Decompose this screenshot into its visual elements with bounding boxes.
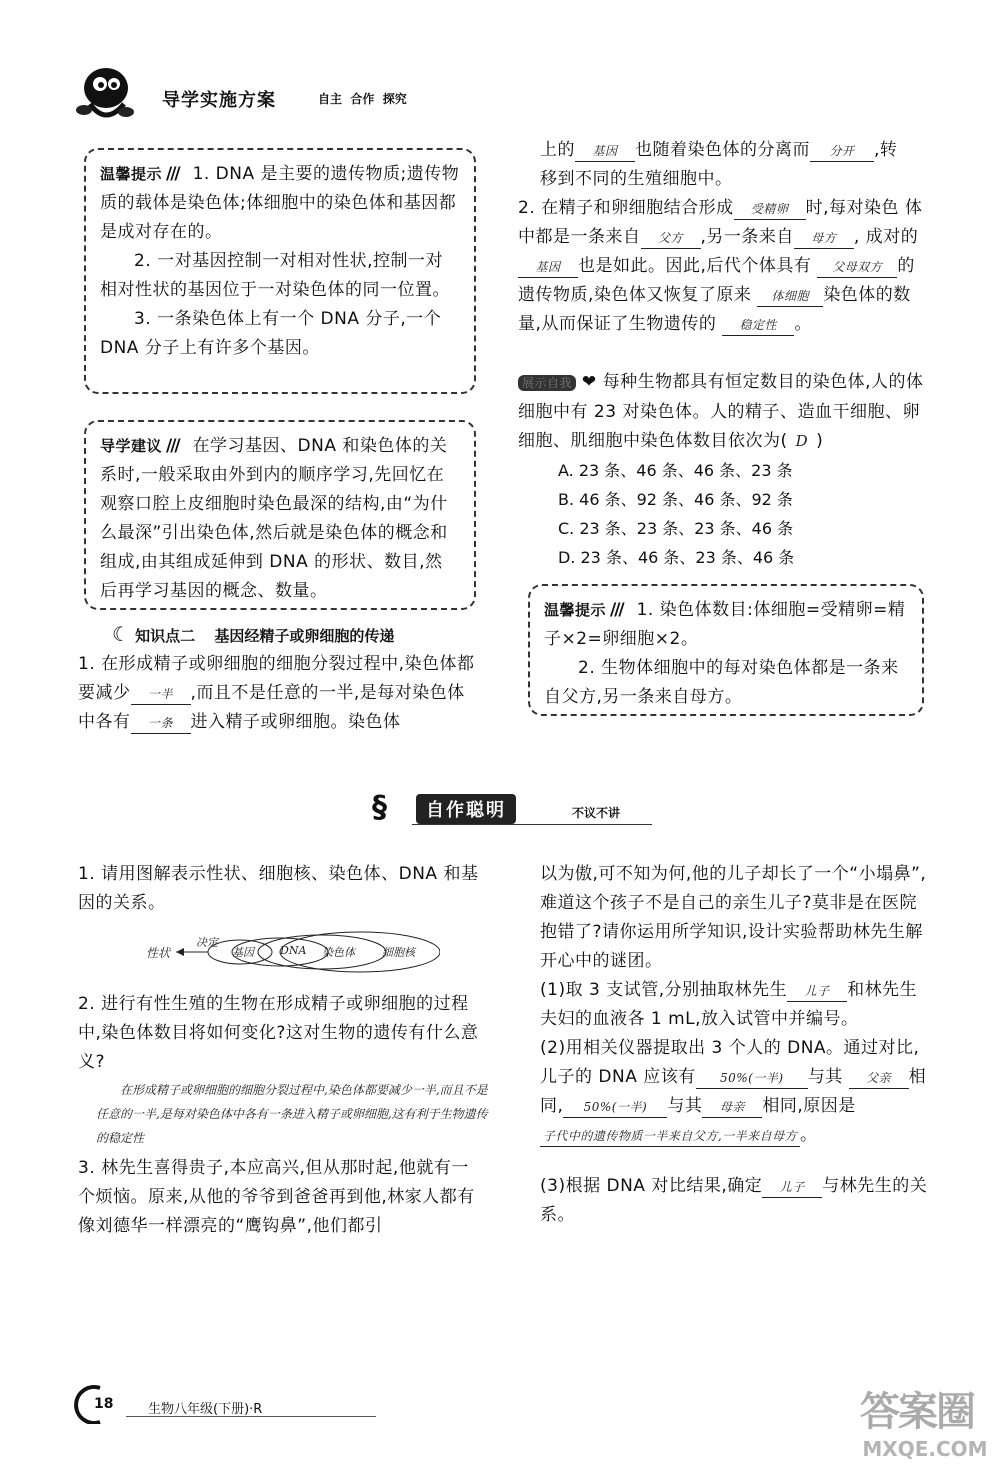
banner-subtitle: 不议不讲 xyxy=(572,806,621,820)
option-d: D. 23 条、46 条、23 条、46 条 xyxy=(558,548,795,567)
answer-blank: 稳定性 xyxy=(722,315,794,336)
concept-diagram xyxy=(140,928,440,978)
answer-blank: 50%(一半) xyxy=(696,1068,808,1089)
watermark-logo xyxy=(860,1380,990,1470)
k1-question: 1. 在形成精子或卵细胞的细胞分裂过程中,染色体都要减少 一半 ,而且不是任意的一半,是每对染色体中各有 一条 进入精子或卵细胞。染色体 xyxy=(78,654,475,732)
banner-swirl-icon: § xyxy=(372,790,387,825)
guide-text: 在学习基因、DNA 和染色体的关系时,一般采取由外到内的顺序学习,先回忆在观察口腔上皮细胞时染色最深的结构,由“为什么最深”引出染色体,然后就是染色体的概念和组成,由其组成延伸到 DNA 的形状、数目,然后再学习基因的概念、数量。 xyxy=(100,436,448,601)
answer-blank: 父方 xyxy=(641,228,701,249)
answer-blank: 母亲 xyxy=(702,1097,762,1118)
answer-blank: 父亲 xyxy=(849,1068,909,1089)
answer-blank: 子代中的遗传物质一半来自父方,一半来自母方 xyxy=(540,1126,800,1147)
answer-blank: 一条 xyxy=(131,713,191,734)
answer-blank: 儿子 xyxy=(787,981,847,1002)
diagram-decide: 决定 xyxy=(196,936,218,949)
q3-continuation: 以为傲,可不知为何,他的儿子却长了一个“小塌鼻”,难道这个孩子不是自己的亲生儿子?莫非是在医院抱错了?请你运用所学知识,设计实验帮助林先生解开心中的谜团。 xyxy=(540,864,927,971)
practice-question: 展示自我 ❤ 每种生物都具有恒定数目的染色体,人的体细胞中有 23 对染色体。人的精子、造血干细胞、卵细胞、肌细胞中染色体数目依次为( D ) xyxy=(518,372,924,451)
diagram-chromosome: 染色体 xyxy=(322,946,355,959)
answer-blank: 体细胞 xyxy=(757,286,823,307)
q3-step-3: (3)根据 DNA 对比结果,确定 儿子 与林先生的关系。 xyxy=(540,1176,928,1225)
tip-box-2: 温馨提示 /// 1. 染色体数目:体细胞=受精卵=精子×2=卵细胞×2。 2. 生物体细胞中的每对染色体都是一条来自父方,另一条来自母方。 xyxy=(528,584,924,716)
tip-paragraph: 2. 一对基因控制一对相对性状,控制一对相对性状的基因位于一对染色体的同一位置。 xyxy=(100,251,450,300)
q1-question: 1. 请用图解表示性状、细胞核、染色体、DNA 和基因的关系。 xyxy=(78,864,479,913)
answer-blank: 基因 xyxy=(575,141,635,162)
footer-rule xyxy=(126,1416,376,1417)
watermark-url: MXQE.COM xyxy=(862,1437,988,1461)
answer-blank: 一半 xyxy=(131,684,191,705)
answer-blank: 母方 xyxy=(794,228,854,249)
section-heading xyxy=(112,622,394,646)
answer-blank: 分开 xyxy=(810,141,874,162)
diagram-trait: 性状 xyxy=(146,946,171,960)
practice-options xyxy=(558,456,938,572)
answer-blank: 基因 xyxy=(518,257,578,278)
header-title: 导学实施方案 xyxy=(162,90,276,111)
option-a: A. 23 条、46 条、46 条、23 条 xyxy=(558,461,793,480)
q2-question: 2. 进行有性生殖的生物在形成精子或卵细胞的过程中,染色体数目将如何变化?这对生物的遗传有什么意义? xyxy=(78,994,479,1072)
tip-paragraph: 2. 生物体细胞中的每对染色体都是一条来自父方,另一条来自母方。 xyxy=(544,658,899,707)
q2-handwritten-answer: 在形成精子或卵细胞的细胞分裂过程中,染色体都要减少一半,而且不是任意的一半,是每对染色体中各有一条进入精子或卵细胞,这有利于生物遗传的稳定性 xyxy=(96,1083,488,1145)
q3-step-2: (2)用相关仪器提取出 3 个人的 DNA。通过对比,儿子的 DNA 应该有 50%(一半) 与其 父亲 相同, 50%(一半) 与其 母亲 相同,原因是子代中的遗传物质一半来自父方,一半来自母方 。 xyxy=(540,1038,927,1145)
answer-blank: 50%(一半) xyxy=(563,1097,667,1118)
guide-label: 导学建议 xyxy=(100,437,163,455)
q2-fertilization: 2. 在精子和卵细胞结合形成 受精卵 时,每对染色 体中都是一条来自 父方 ,另一条来自 母方 , 成对的基因 也是如此。因此,后代个体具有 父母双方 的遗传物质,染色体又恢复了原来 体细胞 染色体的数量,从而保证了生物遗传的 稳定性 。 xyxy=(518,198,923,334)
tip-paragraph: 1. 染色体数目:体细胞=受精卵=精子×2=卵细胞×2。 xyxy=(544,600,906,649)
watermark-text: 答案圈 xyxy=(860,1389,974,1435)
q3-step-1: (1)取 3 支试管,分别抽取林先生 儿子 和林先生夫妇的血液各 1 mL,放入试管中并编号。 xyxy=(540,980,918,1029)
q3-question: 3. 林先生喜得贵子,本应高兴,但从那时起,他就有一个烦恼。原来,从他的爷爷到爸爸再到他,林家人都有像刘德华一样漂亮的“鹰钩鼻”,他们都引 xyxy=(78,1158,475,1236)
option-c: C. 23 条、23 条、23 条、46 条 xyxy=(558,519,794,538)
page-number: 18 xyxy=(70,1384,126,1424)
arrow-icon: ❤ xyxy=(581,372,597,392)
answer-blank: 儿子 xyxy=(762,1177,822,1198)
guide-box: 导学建议 /// 在学习基因、DNA 和染色体的关系时,一般采取由外到内的顺序学习,先回忆在观察口腔上皮细胞时染色最深的结构,由“为什么最深”引出染色体,然后就是染色体的概念和组成,由其组成延伸到 DNA 的形状、数目,然后再学习基因的概念、数量。 xyxy=(84,420,476,610)
tip-paragraph: 1. DNA 是主要的遗传物质;遗传物质的载体是染色体;体细胞中的染色体和基因都是成对存在的。 xyxy=(100,164,460,242)
practice-answer: D xyxy=(795,432,809,450)
section-title: 基因经精子或卵细胞的传递 xyxy=(214,627,395,645)
footer-book-title: 生物八年级(下册)·R xyxy=(148,1402,263,1417)
diagram-dna: DNA xyxy=(280,944,307,957)
right-continuation: 上的 基因 也随着染色体的分离而 分开 ,转 移到不同的生殖细胞中。 xyxy=(540,140,898,189)
diagram-nucleus: 细胞核 xyxy=(382,946,415,959)
banner-title: 自作聪明 xyxy=(416,794,516,824)
tip-paragraph: 3. 一条染色体上有一个 DNA 分子,一个 DNA 分子上有许多个基因。 xyxy=(100,309,442,358)
section-banner xyxy=(372,790,652,830)
header-tags: 自主 合作 探究 xyxy=(318,92,407,106)
tip-label: 温馨提示 xyxy=(100,165,163,183)
answer-blank: 父母双方 xyxy=(817,257,897,278)
practice-label: 展示自我 xyxy=(518,375,576,391)
tip-label: 温馨提示 xyxy=(544,601,607,619)
option-b: B. 46 条、92 条、46 条、92 条 xyxy=(558,490,793,509)
tip-box-1: 温馨提示 /// 1. DNA 是主要的遗传物质;遗传物质的载体是染色体;体细胞中的染色体和基因都是成对存在的。 2. 一对基因控制一对相对性状,控制一对相对性状的基因位于一对染色体的同一位置。 3. 一条染色体上有一个 DNA 分子,一个 DNA 分子上有许多个基因。 xyxy=(84,148,476,394)
mascot-logo xyxy=(70,60,140,126)
diagram-gene: 基因 xyxy=(232,946,254,959)
answer-blank: 受精卵 xyxy=(734,199,806,220)
crescent-icon: ☾ xyxy=(112,622,130,646)
section-tag: 知识点二 xyxy=(135,627,196,645)
